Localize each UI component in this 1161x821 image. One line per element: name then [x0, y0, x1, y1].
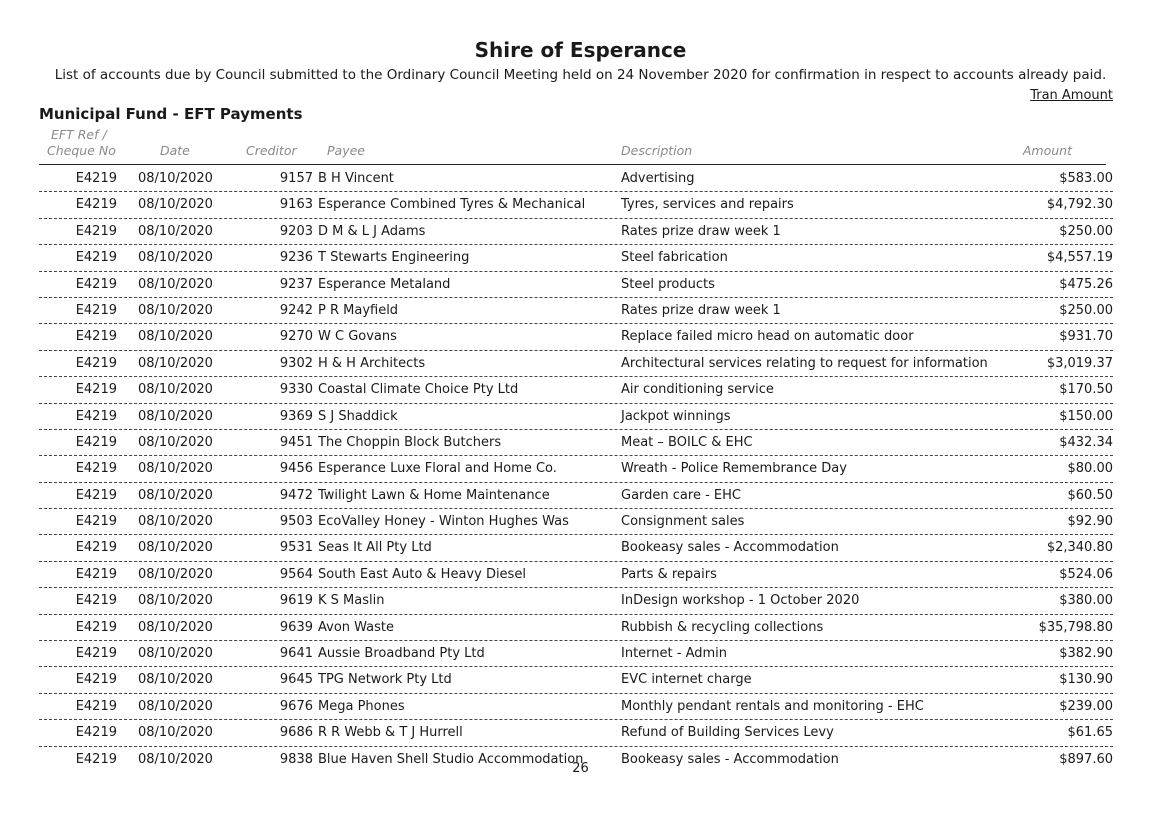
cell-payee: Coastal Climate Choice Pty Ltd [318, 382, 519, 398]
cell-payee: T Stewarts Engineering [318, 250, 470, 266]
cell-amount: $475.26 [1059, 276, 1113, 292]
cell-payee: D M & L J Adams [318, 223, 426, 239]
cell-description: Steel fabrication [621, 250, 728, 266]
cell-payee: TPG Network Pty Ltd [318, 672, 452, 688]
table-row [39, 535, 1113, 561]
cell-description: InDesign workshop - 1 October 2020 [621, 593, 860, 609]
cell-amount: $92.90 [1067, 514, 1113, 530]
table-row [39, 456, 1113, 482]
table-row [39, 667, 1113, 693]
cell-date: 08/10/2020 [138, 619, 213, 635]
cell-payee: K S Maslin [318, 593, 385, 609]
cell-creditor: 9676 [279, 698, 313, 714]
table-row [39, 404, 1113, 430]
table-row [39, 245, 1113, 271]
cell-creditor: 9564 [279, 566, 313, 582]
cell-description: Advertising [621, 171, 695, 186]
cell-creditor: 9237 [279, 276, 313, 292]
col-header-payee: Payee [327, 143, 365, 158]
table-row [39, 298, 1113, 324]
cell-date: 08/10/2020 [138, 751, 213, 767]
cell-date: 08/10/2020 [138, 566, 213, 582]
cell-date: 08/10/2020 [138, 302, 213, 318]
cell-amount: $380.00 [1059, 593, 1113, 609]
cell-creditor: 9645 [279, 672, 313, 688]
cell-date: 08/10/2020 [138, 646, 213, 662]
document-title: Shire of Esperance [474, 38, 687, 62]
cell-payee: Mega Phones [318, 698, 405, 714]
cell-creditor: 9503 [279, 514, 313, 530]
cell-payee: B H Vincent [318, 171, 394, 186]
col-header-ref-line1: EFT Ref / [51, 127, 107, 142]
cell-date: 08/10/2020 [138, 329, 213, 345]
cell-description: Replace failed micro head on automatic door [621, 329, 914, 345]
cell-description: Consignment sales [621, 514, 745, 530]
cell-amount: $170.50 [1059, 382, 1113, 398]
cell-description: Rates prize draw week 1 [621, 302, 781, 318]
cell-creditor: 9163 [279, 197, 313, 213]
cell-eft-ref: E4219 [75, 329, 117, 345]
cell-creditor: 9270 [279, 329, 313, 345]
table-row [39, 430, 1113, 456]
cell-amount: $3,019.37 [1046, 355, 1113, 371]
cell-amount: $2,340.80 [1046, 540, 1113, 556]
cell-eft-ref: E4219 [75, 540, 117, 556]
cell-amount: $130.90 [1059, 672, 1113, 688]
cell-amount: $382.90 [1059, 646, 1113, 662]
cell-amount: $931.70 [1059, 329, 1113, 345]
table-row [39, 694, 1113, 720]
cell-amount: $250.00 [1059, 302, 1113, 318]
cell-date: 08/10/2020 [138, 382, 213, 398]
cell-amount: $35,798.80 [1038, 619, 1113, 635]
cell-payee: The Choppin Block Butchers [318, 434, 502, 450]
cell-creditor: 9472 [279, 487, 313, 503]
table-row [39, 509, 1113, 535]
table-row [39, 720, 1113, 746]
cell-description: Wreath - Police Remembrance Day [621, 461, 847, 477]
page-number: 26 [572, 761, 589, 776]
cell-creditor: 9302 [279, 355, 313, 371]
table-row [39, 377, 1113, 403]
table-row [39, 324, 1113, 350]
cell-creditor: 9157 [279, 171, 313, 186]
document-subtitle: List of accounts due by Council submitted to the Ordinary Council Meeting held on 24 November 2020 for confirmation in respect to accounts already paid. [54, 67, 1107, 83]
cell-date: 08/10/2020 [138, 355, 213, 371]
table-row [39, 615, 1113, 641]
table-row [39, 562, 1113, 588]
section-heading: Municipal Fund - EFT Payments [39, 105, 303, 123]
col-header-creditor: Creditor [246, 143, 297, 158]
cell-payee: Twilight Lawn & Home Maintenance [318, 487, 550, 503]
cell-eft-ref: E4219 [75, 646, 117, 662]
cell-date: 08/10/2020 [138, 593, 213, 609]
cell-description: Parts & repairs [621, 566, 717, 582]
cell-eft-ref: E4219 [75, 487, 117, 503]
cell-eft-ref: E4219 [75, 382, 117, 398]
col-header-amount: Amount [1022, 143, 1072, 158]
cell-eft-ref: E4219 [75, 514, 117, 530]
cell-creditor: 9686 [279, 725, 313, 741]
cell-eft-ref: E4219 [75, 566, 117, 582]
cell-description: Rates prize draw week 1 [621, 223, 781, 239]
cell-creditor: 9641 [279, 646, 313, 662]
payments-table [39, 166, 1113, 772]
cell-eft-ref: E4219 [75, 593, 117, 609]
cell-date: 08/10/2020 [138, 461, 213, 477]
cell-payee: Aussie Broadband Pty Ltd [318, 646, 485, 662]
cell-amount: $583.00 [1059, 171, 1113, 186]
cell-description: Air conditioning service [621, 382, 774, 398]
cell-payee: EcoValley Honey - Winton Hughes Was [318, 514, 569, 530]
cell-description: Bookeasy sales - Accommodation [621, 751, 839, 767]
col-header-ref-line2: Cheque No [47, 143, 116, 158]
cell-amount: $4,792.30 [1046, 197, 1113, 213]
cell-payee: South East Auto & Heavy Diesel [318, 566, 526, 582]
cell-description: Jackpot winnings [621, 408, 731, 424]
table-row [39, 641, 1113, 667]
cell-date: 08/10/2020 [138, 223, 213, 239]
cell-amount: $4,557.19 [1046, 250, 1113, 266]
cell-date: 08/10/2020 [138, 487, 213, 503]
cell-creditor: 9838 [279, 751, 313, 767]
cell-description: Architectural services relating to request for information [621, 355, 988, 371]
cell-eft-ref: E4219 [75, 619, 117, 635]
cell-amount: $61.65 [1067, 725, 1113, 741]
cell-payee: W C Govans [318, 329, 397, 345]
table-row [39, 272, 1113, 298]
cell-description: Rubbish & recycling collections [621, 619, 824, 635]
cell-creditor: 9619 [279, 593, 313, 609]
cell-eft-ref: E4219 [75, 355, 117, 371]
cell-date: 08/10/2020 [138, 698, 213, 714]
cell-amount: $250.00 [1059, 223, 1113, 239]
cell-eft-ref: E4219 [75, 197, 117, 213]
header-rule [39, 164, 1106, 165]
cell-description: Internet - Admin [621, 646, 728, 662]
cell-payee: P R Mayfield [318, 302, 399, 318]
cell-eft-ref: E4219 [75, 250, 117, 266]
cell-amount: $524.06 [1059, 566, 1113, 582]
cell-date: 08/10/2020 [138, 514, 213, 530]
cell-eft-ref: E4219 [75, 408, 117, 424]
table-row [39, 219, 1113, 245]
cell-date: 08/10/2020 [138, 434, 213, 450]
cell-payee: Blue Haven Shell Studio Accommodation [318, 751, 584, 767]
table-row [39, 588, 1113, 614]
cell-eft-ref: E4219 [75, 302, 117, 318]
cell-date: 08/10/2020 [138, 408, 213, 424]
cell-creditor: 9639 [279, 619, 313, 635]
cell-description: Garden care - EHC [621, 487, 741, 503]
cell-creditor: 9451 [279, 434, 313, 450]
cell-creditor: 9330 [279, 382, 313, 398]
cell-amount: $432.34 [1059, 434, 1113, 450]
cell-eft-ref: E4219 [75, 725, 117, 741]
cell-description: Tyres, services and repairs [621, 197, 794, 213]
cell-amount: $150.00 [1059, 408, 1113, 424]
cell-payee: Seas It All Pty Ltd [318, 540, 432, 556]
cell-description: Refund of Building Services Levy [621, 725, 834, 741]
cell-amount: $80.00 [1067, 461, 1113, 477]
cell-date: 08/10/2020 [138, 250, 213, 266]
cell-description: Bookeasy sales - Accommodation [621, 540, 839, 556]
table-row [39, 166, 1113, 192]
table-row [39, 483, 1113, 509]
cell-payee: H & H Architects [318, 355, 426, 371]
cell-description: Meat – BOILC & EHC [621, 434, 753, 450]
col-header-description: Description [621, 143, 693, 158]
cell-creditor: 9531 [279, 540, 313, 556]
tran-amount-link[interactable]: Tran Amount [1030, 88, 1113, 103]
cell-description: Monthly pendant rentals and monitoring - EHC [621, 698, 924, 714]
cell-payee: Esperance Combined Tyres & Mechanical [318, 197, 586, 213]
cell-creditor: 9369 [279, 408, 313, 424]
cell-eft-ref: E4219 [75, 461, 117, 477]
col-header-date: Date [160, 143, 190, 158]
cell-creditor: 9236 [279, 250, 313, 266]
cell-date: 08/10/2020 [138, 540, 213, 556]
cell-eft-ref: E4219 [75, 698, 117, 714]
cell-payee: Avon Waste [318, 619, 395, 635]
cell-eft-ref: E4219 [75, 434, 117, 450]
cell-date: 08/10/2020 [138, 672, 213, 688]
cell-eft-ref: E4219 [75, 276, 117, 292]
cell-creditor: 9456 [279, 461, 313, 477]
cell-payee: Esperance Luxe Floral and Home Co. [318, 461, 557, 477]
cell-eft-ref: E4219 [75, 223, 117, 239]
cell-payee: Esperance Metaland [318, 276, 451, 292]
cell-date: 08/10/2020 [138, 171, 213, 186]
cell-amount: $239.00 [1059, 698, 1113, 714]
cell-date: 08/10/2020 [138, 725, 213, 741]
table-row [39, 192, 1113, 218]
cell-amount: $897.60 [1059, 751, 1113, 767]
cell-eft-ref: E4219 [75, 171, 117, 186]
cell-eft-ref: E4219 [75, 751, 117, 767]
cell-description: EVC internet charge [621, 672, 752, 688]
cell-date: 08/10/2020 [138, 276, 213, 292]
cell-creditor: 9203 [279, 223, 313, 239]
cell-description: Steel products [621, 276, 715, 292]
cell-payee: R R Webb & T J Hurrell [318, 725, 463, 741]
cell-payee: S J Shaddick [318, 408, 398, 424]
cell-eft-ref: E4219 [75, 672, 117, 688]
cell-creditor: 9242 [279, 302, 313, 318]
table-row [39, 351, 1113, 377]
cell-amount: $60.50 [1067, 487, 1113, 503]
cell-date: 08/10/2020 [138, 197, 213, 213]
